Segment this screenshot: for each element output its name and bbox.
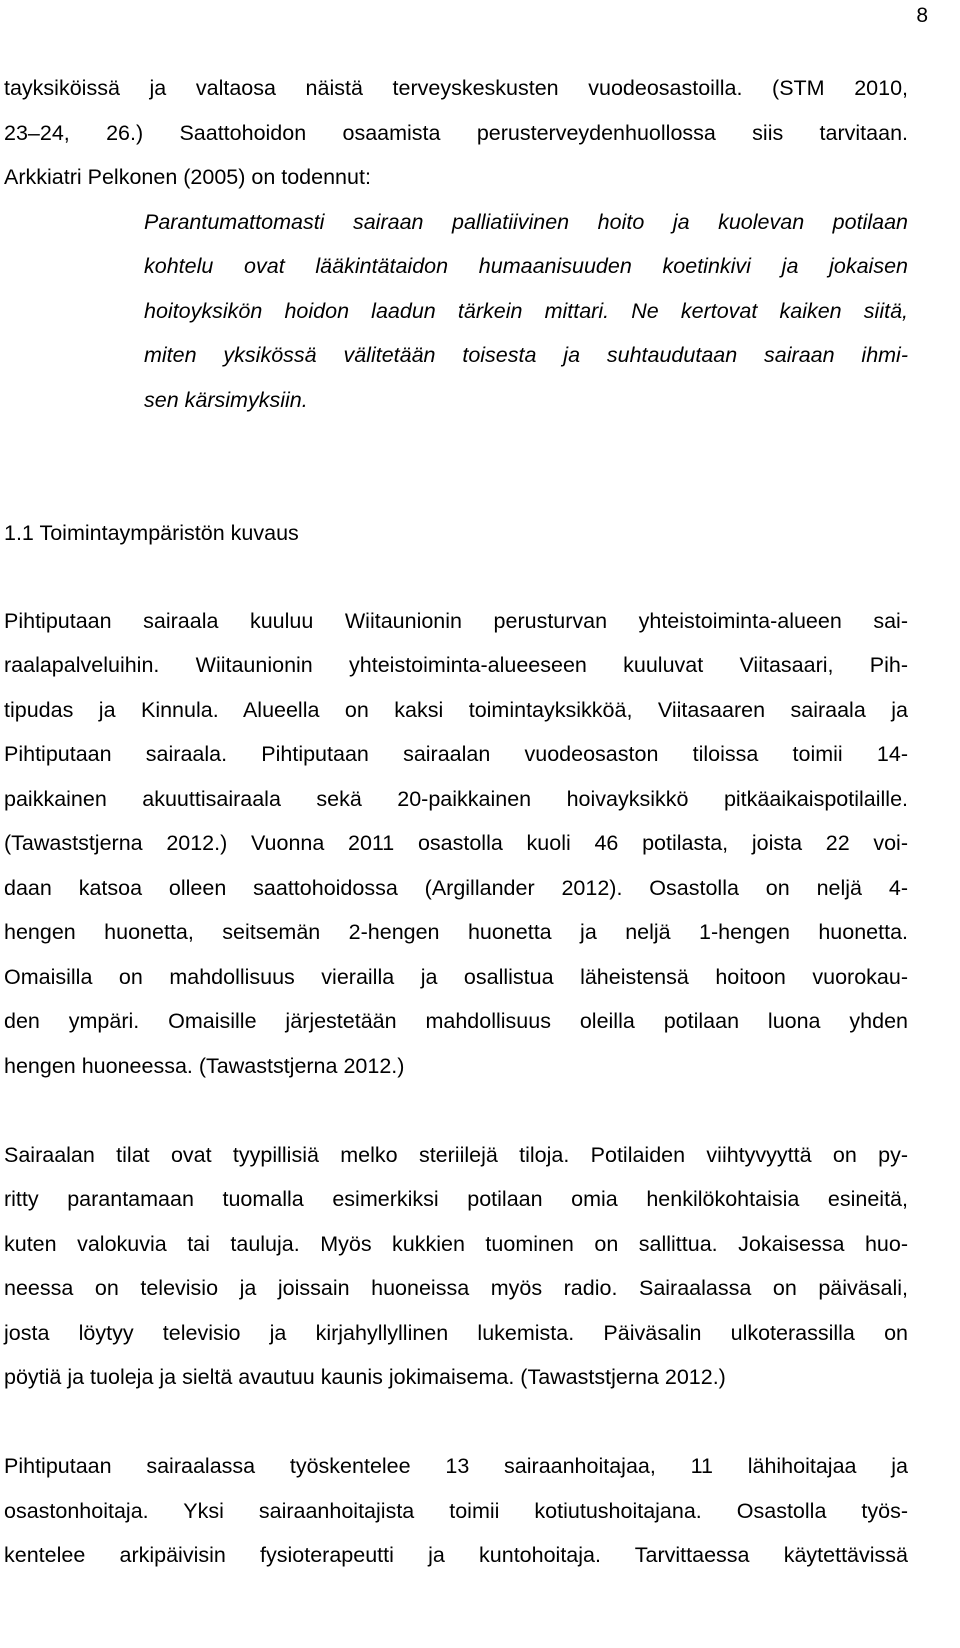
section-heading: 1.1 Toimintaympäristön kuvaus: [4, 521, 299, 545]
text-line: kentelee arkipäivisin fysioterapeutti ja kuntohoitaja. Tarvittaessa käytettävissä: [4, 1543, 908, 1567]
quote-line: sen kärsimyksiin.: [144, 388, 308, 412]
quote-line: miten yksikössä välitetään toisesta ja suhtaudutaan sairaan ihmi-: [144, 343, 908, 367]
text-line: ritty parantamaan tuomalla esimerkiksi potilaan omia henkilökohtaisia esineitä,: [4, 1187, 908, 1211]
text-line: josta löytyy televisio ja kirjahyllyllinen lukemista. Päiväsalin ulkoterassilla on: [4, 1321, 908, 1345]
quote-line: hoitoyksikön hoidon laadun tärkein mittari. Ne kertovat kaiken siitä,: [144, 299, 908, 323]
text-line: osastonhoitaja. Yksi sairaanhoitajista toimii kotiutushoitajana. Osastolla työs-: [4, 1499, 908, 1523]
text-line: hengen huonetta, seitsemän 2-hengen huonetta ja neljä 1-hengen huonetta.: [4, 920, 908, 944]
text-line: daan katsoa olleen saattohoidossa (Argillander 2012). Osastolla on neljä 4-: [4, 876, 908, 900]
text-line: Omaisilla on mahdollisuus vierailla ja osallistua läheistensä hoitoon vuorokau-: [4, 965, 908, 989]
text-line: Pihtiputaan sairaala kuuluu Wiitaunionin perusturvan yhteistoiminta-alueen sai-: [4, 609, 908, 633]
quote-line: kohtelu ovat lääkintätaidon humaanisuuden koetinkivi ja jokaisen: [144, 254, 908, 278]
text-line: raalapalveluihin. Wiitaunionin yhteistoiminta-alueeseen kuuluvat Viitasaari, Pih-: [4, 653, 908, 677]
text-line: (Tawaststjerna 2012.) Vuonna 2011 osastolla kuoli 46 potilasta, joista 22 voi-: [4, 831, 908, 855]
text-line: hengen huoneessa. (Tawaststjerna 2012.): [4, 1054, 405, 1078]
text-line: Pihtiputaan sairaala. Pihtiputaan sairaalan vuodeosaston tiloissa toimii 14-: [4, 742, 908, 766]
text-line: den ympäri. Omaisille järjestetään mahdollisuus oleilla potilaan luona yhden: [4, 1009, 908, 1033]
page-number: 8: [916, 4, 928, 27]
text-line: Sairaalan tilat ovat tyypillisiä melko steriilejä tiloja. Potilaiden viihtyvyyttä on py-: [4, 1143, 908, 1167]
text-line: neessa on televisio ja joissain huoneissa myös radio. Sairaalassa on päiväsali,: [4, 1276, 908, 1300]
text-line: 23–24, 26.) Saattohoidon osaamista perusterveydenhuollossa siis tarvitaan.: [4, 121, 908, 145]
text-line: kuten valokuvia tai tauluja. Myös kukkien tuominen on sallittua. Jokaisessa huo-: [4, 1232, 908, 1256]
text-line: tipudas ja Kinnula. Alueella on kaksi toimintayksikköä, Viitasaaren sairaala ja: [4, 698, 908, 722]
quote-line: Parantumattomasti sairaan palliatiivinen hoito ja kuolevan potilaan: [144, 210, 908, 234]
text-line: paikkainen akuuttisairaala sekä 20-paikkainen hoivayksikkö pitkäaikaispotilaille.: [4, 787, 908, 811]
text-line: Arkkiatri Pelkonen (2005) on todennut:: [4, 165, 371, 189]
text-line: pöytiä ja tuoleja ja sieltä avautuu kaunis jokimaisema. (Tawaststjerna 2012.): [4, 1365, 726, 1389]
text-line: tayksiköissä ja valtaosa näistä terveyskeskusten vuodeosastoilla. (STM 2010,: [4, 76, 908, 100]
text-line: Pihtiputaan sairaalassa työskentelee 13 sairaanhoitajaa, 11 lähihoitajaa ja: [4, 1454, 908, 1478]
